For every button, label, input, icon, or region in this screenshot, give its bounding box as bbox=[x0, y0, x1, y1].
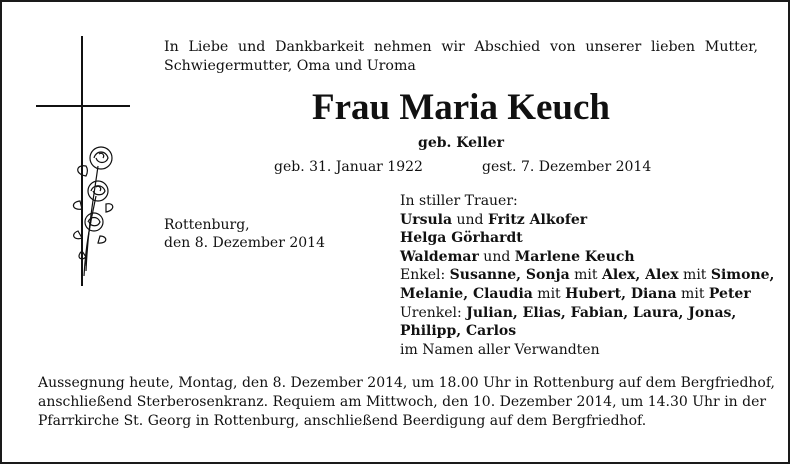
grandchild-names: Peter bbox=[708, 285, 751, 302]
place-city: Rottenburg, bbox=[164, 217, 250, 233]
maiden-name: geb. Keller bbox=[418, 135, 504, 151]
deceased-name: Frau Maria Keuch bbox=[311, 87, 610, 128]
intro-text bbox=[164, 38, 758, 76]
mourner-name: Helga Görhardt bbox=[400, 230, 523, 247]
intro-line-2: Schwiegermutter, Oma und Uroma bbox=[164, 58, 416, 74]
with-word: mit bbox=[676, 285, 709, 302]
intro-line-1: In Liebe und Dankbarkeit nehmen wir Abschied von unserer lieben Mutter, bbox=[164, 39, 758, 55]
mourner-sep: und bbox=[452, 211, 488, 228]
mourner-line bbox=[400, 211, 760, 230]
with-word: mit bbox=[678, 267, 711, 284]
mourner-name: Waldemar bbox=[400, 248, 479, 265]
birth-date: geb. 31. Januar 1922 bbox=[274, 159, 423, 175]
grandchild-names: Susanne, Sonja bbox=[449, 267, 570, 284]
grandchild-names: Melanie, Claudia bbox=[400, 285, 533, 302]
death-date: gest. 7. Dezember 2014 bbox=[482, 159, 652, 175]
great-grandchild-names: Julian, Elias, Fabian, Laura, Jonas, bbox=[466, 304, 737, 321]
mourner-line bbox=[400, 248, 760, 267]
grandchildren-line-2 bbox=[400, 285, 760, 304]
place-and-date bbox=[164, 216, 325, 252]
cross-with-roses-icon bbox=[36, 36, 136, 286]
great-grandchildren-line-1 bbox=[400, 304, 760, 323]
grandchild-names: Alex, Alex bbox=[601, 267, 679, 284]
grandchildren-label: Enkel: bbox=[400, 267, 450, 284]
with-word: mit bbox=[532, 285, 566, 302]
place-date: den 8. Dezember 2014 bbox=[164, 235, 325, 251]
funeral-line-2: anschließend Sterberosenkranz. Requiem am Mittwoch, den 10. Dezember 2014, um 14.30 Uhr in der bbox=[38, 394, 767, 410]
grandchild-names: Hubert, Diana bbox=[565, 285, 677, 302]
funeral-line-3: Pfarrkirche St. Georg in Rottenburg, anschließend Beerdigung auf dem Bergfriedhof. bbox=[38, 413, 647, 429]
great-grandchildren-line-2 bbox=[400, 322, 760, 341]
mourner-name: Marlene Keuch bbox=[514, 248, 635, 265]
mourners-heading: In stiller Trauer: bbox=[400, 193, 518, 209]
with-word: mit bbox=[569, 267, 602, 284]
grandchild-names: Simone, bbox=[710, 267, 775, 284]
grandchildren-line-1 bbox=[400, 266, 775, 285]
mourner-line bbox=[400, 229, 760, 248]
mourners-list bbox=[400, 192, 775, 359]
mourner-sep: und bbox=[478, 248, 515, 265]
mourner-name: Ursula bbox=[400, 211, 453, 228]
great-grandchildren-label: Urenkel: bbox=[400, 304, 467, 321]
mourner-name: Fritz Alkofer bbox=[487, 211, 588, 228]
funeral-details bbox=[38, 374, 775, 431]
great-grandchild-names: Philipp, Carlos bbox=[400, 323, 517, 340]
mourners-closing: im Namen aller Verwandten bbox=[400, 341, 600, 358]
funeral-line-1: Aussegnung heute, Montag, den 8. Dezember 2014, um 18.00 Uhr in Rottenburg auf dem Bergfriedhof, bbox=[38, 375, 775, 391]
